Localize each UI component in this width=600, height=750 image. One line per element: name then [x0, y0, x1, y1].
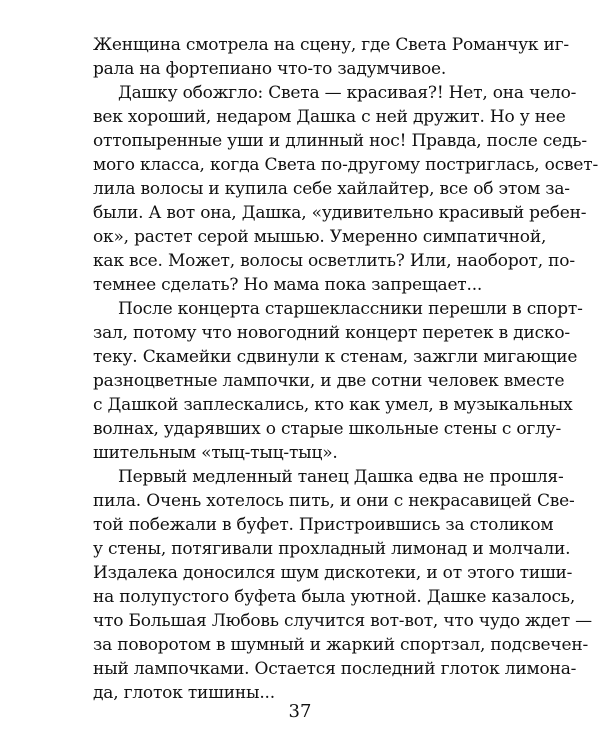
text-line: разноцветные лампочки, и две сотни человек вместе: [93, 371, 565, 391]
text-line: Дашку обожгло: Света — красивая?! Нет, она чело-: [118, 83, 577, 103]
text-line: Женщина смотрела на сцену, где Света Романчук иг-: [93, 35, 569, 55]
text-line: Издалека доносился шум дискотеки, и от этого тиши-: [93, 563, 573, 583]
text-line: у стены, потягивали прохладный лимонад и молчали.: [93, 539, 571, 559]
text-line: рала на фортепиано что-то задумчивое.: [93, 59, 447, 79]
text-line: оттопыренные уши и длинный нос! Правда, после седь-: [93, 131, 587, 151]
text-line: с Дашкой заплескались, кто как умел, в музыкальных: [93, 395, 573, 415]
text-line: Первый медленный танец Дашка едва не прошля-: [118, 467, 564, 487]
text-line: как все. Может, волосы осветлить? Или, наоборот, по-: [93, 251, 575, 271]
text-line: за поворотом в шумный и жаркий спортзал, подсвечен-: [93, 635, 588, 655]
text-line: пила. Очень хотелось пить, и они с некрасавицей Све-: [93, 491, 575, 511]
text-line: шительным «тыц-тыц-тыц».: [93, 443, 338, 463]
text-line: мого класса, когда Света по-другому постриглась, освет-: [93, 155, 599, 175]
text-line: что Большая Любовь случится вот-вот, что чудо ждет —: [93, 611, 592, 631]
text-line: на полупустого буфета была уютной. Дашке казалось,: [93, 587, 576, 607]
text-line: темнее сделать? Но мама пока запрещает...: [93, 275, 483, 295]
text-line: ный лампочками. Остается последний глоток лимона-: [93, 659, 577, 679]
text-line: ок», растет серой мышью. Умеренно симпатичной,: [93, 227, 547, 247]
text-line: После концерта старшеклассники перешли в спорт-: [118, 299, 583, 319]
text-line: зал, потому что новогодний концерт перетек в диско-: [93, 323, 570, 343]
text-line: были. А вот она, Дашка, «удивительно красивый ребен-: [93, 203, 587, 223]
text-line: теку. Скамейки сдвинули к стенам, зажгли мигающие: [93, 347, 578, 367]
page-number: 37: [288, 701, 312, 722]
text-line: век хороший, недаром Дашка с ней дружит. Но у нее: [93, 107, 566, 127]
text-line: да, глоток тишины...: [93, 683, 275, 703]
text-line: той побежали в буфет. Пристроившись за столиком: [93, 515, 554, 535]
text-line: волнах, ударявших о старые школьные стены с оглу-: [93, 419, 562, 439]
text-line: лила волосы и купила себе хайлайтер, все об этом за-: [93, 179, 570, 199]
